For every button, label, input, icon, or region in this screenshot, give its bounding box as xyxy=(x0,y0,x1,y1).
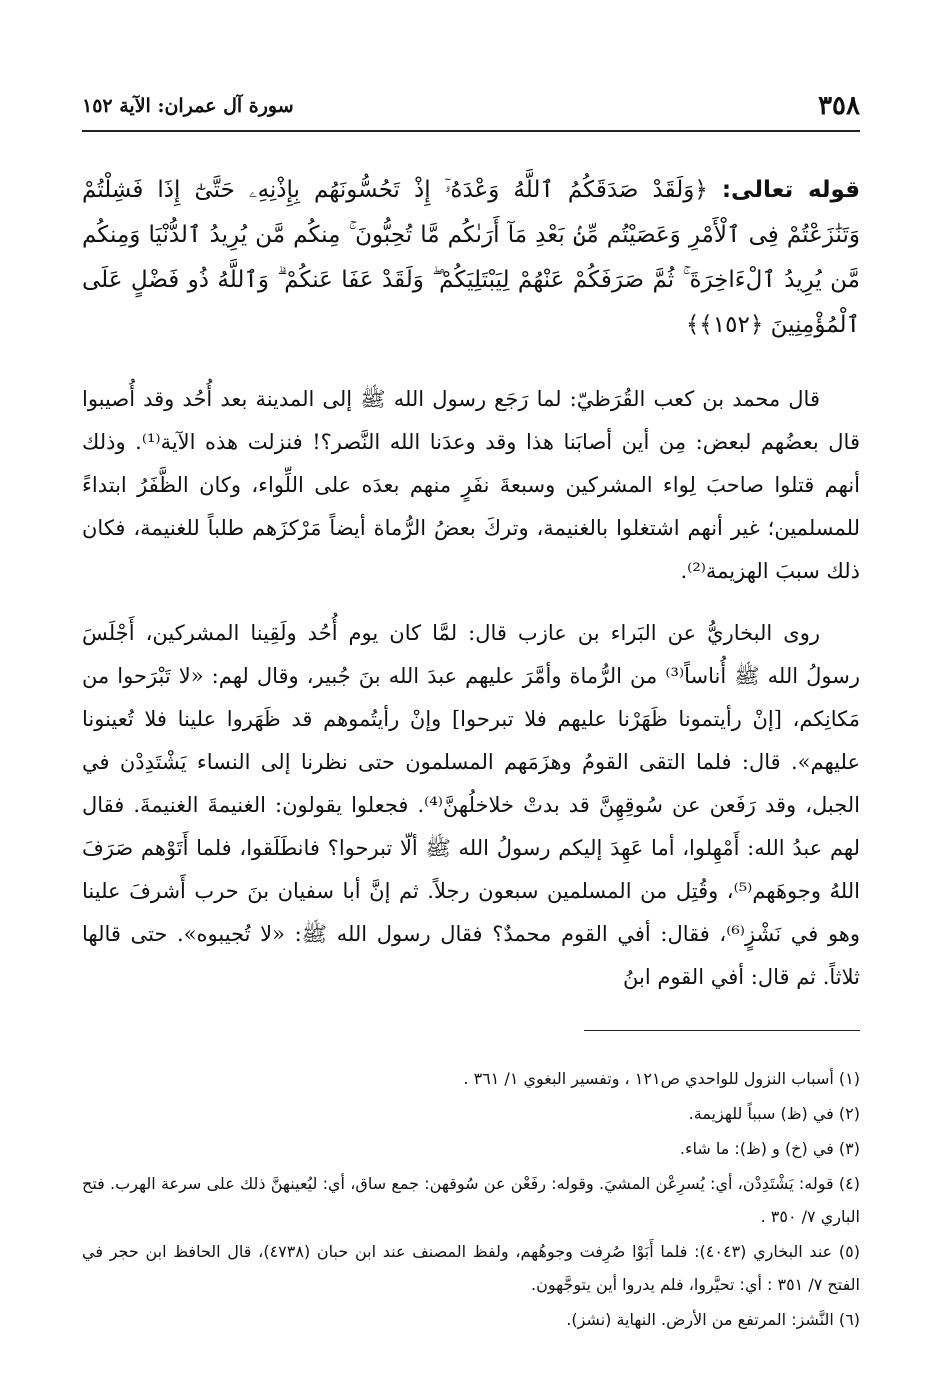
paragraph-1: قال محمد بن كعب القُرَظيّ: لما رَجَع رسول الله ﷺ إلى المدينة بعد أُحُد وقد أُصيبوا قال بعضُهم لبعض: مِن أين أصابَنا هذا وقد وعدَنا الله النَّصر؟! فنزلت هذه الآية⁽¹⁾. وذلك أنهم قتلوا صاحبَ لِواء المشركين وسبعةَ نفَرٍ منهم بعدَه على اللِّواء، وكان الظَّفَرُ ابتداءً للمسلمين؛ غير أنهم اشتغلوا بالغنيمة، وتركَ بعضُ الرُّماة أيضاً مَرْكزَهم طلباً للغنيمة، فكان ذلك سببَ الهزيمة⁽²⁾. xyxy=(82,387,860,583)
header-title: سورة آل عمران: الآية ١٥٢ xyxy=(82,95,294,117)
footnote-4: (٤) قوله: يَشْتَدِدْن، أي: يُسرِعْن المشيَ. وقوله: رفَعْن عن سُوقهن: جمع ساق، أي: ليُعينهنَّ ذلك على سرعة الهرب. فتح الباري ٧/ ٣٥٠ . xyxy=(82,1174,860,1226)
footnote-2: (٢) في (ظ) سبباً للهزيمة. xyxy=(688,1104,860,1123)
quran-verse xyxy=(82,168,860,348)
footnote-3: (٣) في (خ) و (ظ): ما شاء. xyxy=(679,1139,860,1158)
footnote-5: (٥) عند البخاري (٤٠٤٣): فلما أَبَوْا صُرِفت وجوهُهم، ولفظ المصنف عند ابن حبان (٤٧٣٨)، قال الحافظ ابن حجر في الفتح ٧/ ٣٥١ : أي: تحيَّروا، فلم يدروا أين يتوجَّهون. xyxy=(82,1242,861,1294)
verse-intro: قوله تعالى: xyxy=(721,177,861,203)
footnote-1: (١) أسباب النزول للواحدي ص١٢١ ، وتفسير البغوي ١/ ٣٦١ . xyxy=(463,1069,860,1088)
verse-text: ﴿وَلَقَدْ صَدَقَكُمُ ٱللَّهُ وَعْدَهُۥٓ إِذْ تَحُسُّونَهُم بِإِذْنِهِۦ حَتَّىٰٓ إِذَا فَشِلْتُمْ وَتَنَٰزَعْتُمْ فِى ٱلْأَمْرِ وَعَصَيْتُم مِّنۢ بَعْدِ مَآ أَرَىٰكُم مَّا تُحِبُّونَ ۚ مِنكُم مَّن يُرِيدُ ٱلدُّنْيَا وَمِنكُم مَّن يُرِيدُ ٱلْءَاخِرَةَ ۚ ثُمَّ صَرَفَكُمْ عَنْهُمْ لِيَبْتَلِيَكُمْ ۖ وَلَقَدْ عَفَا عَنكُمْ ۗ وَٱللَّهُ ذُو فَضْلٍ عَلَى ٱلْمُؤْمِنِينَ ﴿١٥٢﴾﴾ xyxy=(82,177,860,338)
page-number: ٣٥٨ xyxy=(818,91,860,121)
header-divider xyxy=(82,130,860,132)
footnote-6: (٦) النَّشز: المرتفع من الأرض. النهاية (نشز). xyxy=(566,1310,860,1329)
page-header xyxy=(82,88,860,124)
footnote-divider xyxy=(584,1030,860,1031)
paragraph-2: روى البخاريُّ عن البَراء بن عازب قال: لمَّا كان يوم أُحُد ولَقِينا المشركين، أَجْلَسَ رسولُ الله ﷺ أُناساً⁽³⁾ من الرُّماة وأمَّرَ عليهم عبدَ الله بنَ جُبير، وقال لهم: «لا تَبْرَحوا من مَكانِكم، [إنْ رأيتمونا ظَهَرْنا عليهم فلا تبرحوا] وإنْ رأيتُموهم قد ظَهَروا علينا فلا تُعينونا عليهم». قال: فلما التقى القومُ وهزَمَهم المسلمون حتى نظرنا إلى النساء يَشْتَدِدْن في الجبل، وقد رَفَعن عن سُوقِهِنَّ قد بدتْ خلاخلُهنَّ⁽⁴⁾. فجعلوا يقولون: الغنيمةَ الغنيمةَ. فقال لهم عبدُ الله: أَمْهِلوا، أما عَهِدَ إليكم رسولُ الله ﷺ ألّا تبرحوا؟ فانطَلَقوا، فلما أَتَوْهم صَرَفَ اللهُ وجوهَهم⁽⁵⁾، وقُتِل من المسلمين سبعون رجلاً. ثم إنَّ أبا سفيان بنَ حرب أَشرفَ علينا وهو في نَشْزٍ⁽⁶⁾، فقال: أفي القوم محمدٌ؟ فقال رسول الله ﷺ: «لا تُجيبوه». حتى قالها ثلاثاً. ثم قال: أفي القوم ابنُ xyxy=(82,621,861,989)
footnotes xyxy=(82,1062,860,1338)
